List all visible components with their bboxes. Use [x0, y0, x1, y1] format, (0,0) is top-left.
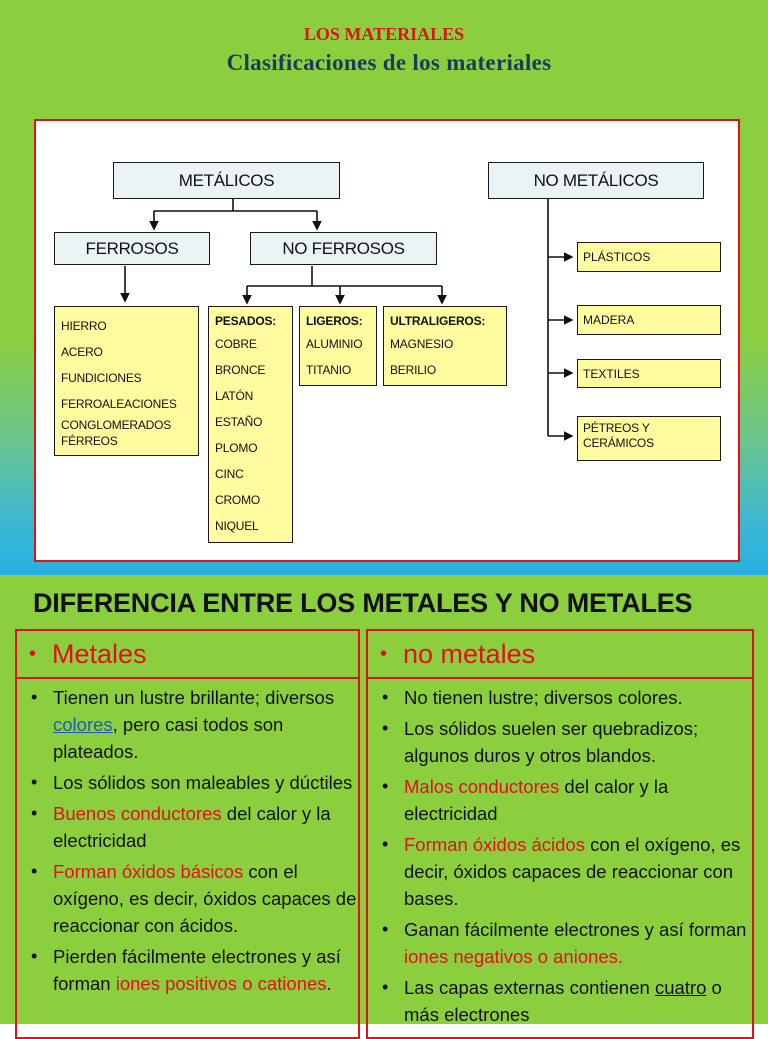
- slide-differences: [0, 575, 768, 1024]
- list-item: CONGLOMERADOS: [61, 418, 172, 432]
- list-item: • Malos conductores del calor y la electricidad: [368, 773, 752, 827]
- plasticos-box: PLÁSTICOS: [577, 242, 721, 272]
- madera-box: MADERA: [577, 305, 721, 335]
- list-item: • Ganan fácilmente electrones y así forman iones negativos o aniones.: [368, 916, 752, 970]
- diagram-panel: [34, 119, 740, 562]
- bullet-icon: •: [29, 642, 37, 665]
- list-item: • Pierden fácilmente electrones y así forman iones positivos o cationes.: [17, 943, 358, 997]
- colores-link[interactable]: colores: [53, 714, 113, 735]
- list-item: • Forman óxidos básicos con el oxígeno, es decir, óxidos capaces de reaccionar con ácidos.: [17, 858, 358, 939]
- list-heading: LIGEROS:: [306, 314, 363, 328]
- list-item: ESTAÑO: [215, 415, 263, 429]
- list-item: • Las capas externas contienen cuatro o más electrones: [368, 974, 752, 1028]
- list-item: • Buenos conductores del calor y la electricidad: [17, 800, 358, 854]
- list-item: COBRE: [215, 337, 257, 351]
- ligeros-list: [299, 306, 377, 386]
- list-item: • No tienen lustre; diversos colores.: [368, 684, 752, 711]
- header-label: no metales: [403, 638, 536, 669]
- list-item: FÉRREOS: [61, 434, 118, 448]
- textiles-box: TEXTILES: [577, 359, 721, 388]
- list-item: MAGNESIO: [390, 337, 454, 351]
- ultraligeros-list: [383, 306, 507, 386]
- no-metales-header: [366, 629, 754, 679]
- list-item: LATÓN: [215, 389, 254, 403]
- pesados-list: [208, 306, 293, 543]
- no-ferrosos-box: NO FERROSOS: [250, 232, 437, 265]
- list-item: CROMO: [215, 493, 260, 507]
- petreos-box: [577, 416, 721, 461]
- list-item: • Tienen un lustre brillante; diversos colores, pero casi todos son plateados.: [17, 684, 358, 765]
- list-item: • Forman óxidos ácidos con el oxígeno, es decir, óxidos capaces de reaccionar con bases.: [368, 831, 752, 912]
- list-item: TITANIO: [306, 363, 352, 377]
- list-item: HIERRO: [61, 319, 107, 333]
- list-item: FUNDICIONES: [61, 371, 142, 385]
- no-metales-column: [366, 679, 754, 1039]
- metalicos-box: METÁLICOS: [113, 162, 340, 199]
- list-item: CERÁMICOS: [583, 436, 654, 450]
- list-item: FERROALEACIONES: [61, 397, 177, 411]
- ferrosos-list: [54, 306, 199, 456]
- list-item: ACERO: [61, 345, 103, 359]
- list-heading: PESADOS:: [215, 314, 277, 328]
- list-item: NIQUEL: [215, 519, 259, 533]
- ferrosos-box: FERROSOS: [54, 232, 210, 265]
- metales-header: [15, 629, 360, 679]
- header-label: Metales: [52, 638, 147, 669]
- list-item: • Los sólidos son maleables y dúctiles: [17, 769, 358, 796]
- list-item: CINC: [215, 467, 244, 481]
- list-heading: ULTRALIGEROS:: [390, 314, 486, 328]
- list-item: PLOMO: [215, 441, 258, 455]
- no-metalicos-box: NO METÁLICOS: [488, 162, 704, 199]
- bullet-icon: •: [380, 642, 388, 665]
- slide-title: LOS MATERIALES: [303, 24, 465, 44]
- list-item: • Los sólidos suelen ser quebradizos; algunos duros y otros blandos.: [368, 715, 752, 769]
- list-item: PÉTREOS Y: [583, 421, 650, 435]
- list-item: BERILIO: [390, 363, 436, 377]
- slide-title: DIFERENCIA ENTRE LOS METALES Y NO METALES: [33, 588, 693, 618]
- list-item: BRONCE: [215, 363, 266, 377]
- slide-subtitle: Clasificaciones de los materiales: [226, 50, 552, 75]
- metales-column: [15, 679, 360, 1039]
- list-item: ALUMINIO: [306, 337, 363, 351]
